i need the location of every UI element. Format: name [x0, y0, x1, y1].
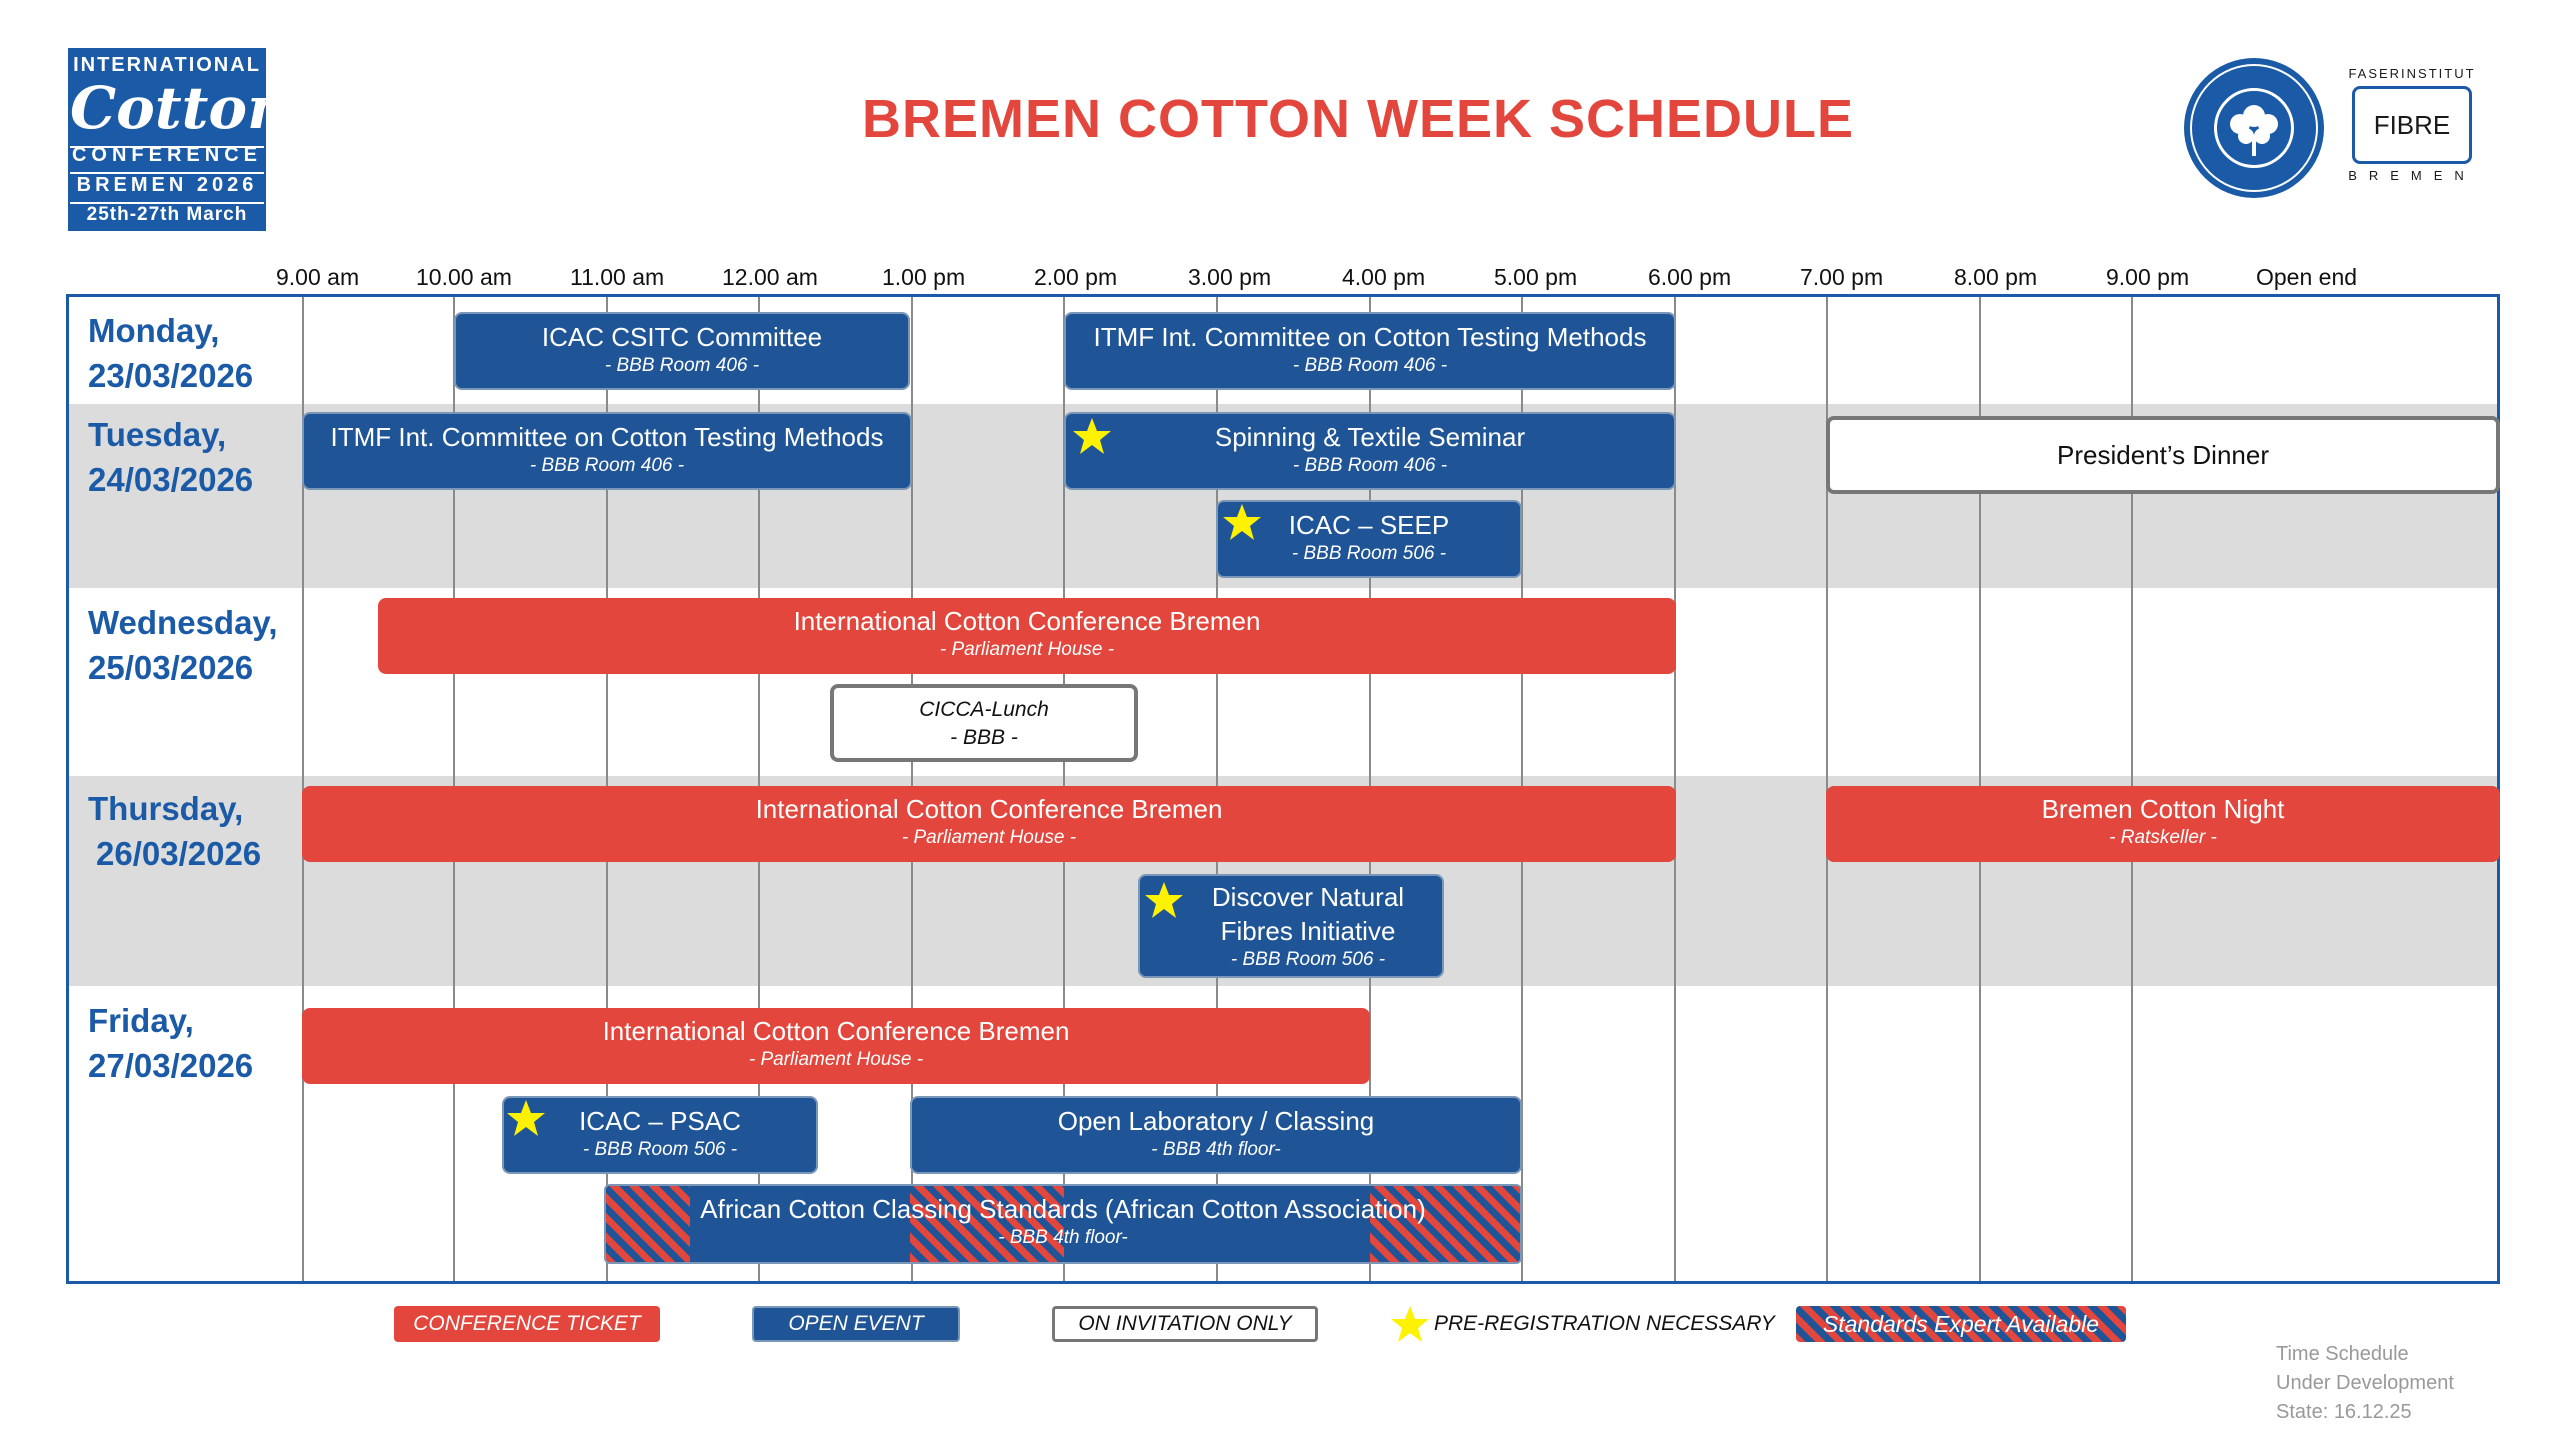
event-icac-csitc-committee[interactable]: ICAC CSITC Committee - BBB Room 406 - [454, 312, 910, 390]
legend-on-invitation-only: ON INVITATION ONLY [1052, 1306, 1318, 1342]
fibre-logo [2346, 66, 2478, 182]
time-header: 11.00 am [570, 264, 665, 290]
logo-line-cotton: Cotton [70, 74, 290, 142]
logo-line-international: INTERNATIONAL [73, 54, 261, 76]
event-open-laboratory-classing[interactable]: Open Laboratory / Classing - BBB 4th floor- [910, 1096, 1522, 1174]
time-header: 9.00 am [276, 264, 360, 290]
status-note: Time Schedule Under Development State: 16.12.25 [2276, 1343, 2454, 1423]
time-header: 9.00 pm [2106, 264, 2190, 290]
event-spinning-textile-seminar[interactable]: Spinning & Textile Seminar - BBB Room 406 - [1064, 412, 1676, 490]
legend-standards-expert: Standards Expert Available [1796, 1306, 2126, 1342]
day-label-wednesday: Wednesday, 25/03/2026 [88, 604, 278, 686]
event-cicca-lunch[interactable]: CICCA-Lunch - BBB - [830, 684, 1138, 762]
legend-pre-registration: PRE-REGISTRATION NECESSARY [1434, 1312, 1775, 1335]
time-header: 4.00 pm [1342, 264, 1426, 290]
time-header: Open end [2256, 264, 2358, 290]
time-header: 2.00 pm [1034, 264, 1118, 290]
day-label-thursday: Thursday, 26/03/2026 [88, 790, 262, 872]
event-icc-bremen-wednesday[interactable]: International Cotton Conference Bremen - Parliament House - [378, 598, 1676, 674]
logo-line-bremen: BREMEN 2026 [76, 174, 258, 196]
pre-registration-star-icon [506, 1098, 546, 1138]
day-label-tuesday: Tuesday, 24/03/2026 [88, 416, 254, 498]
time-header: 10.00 am [416, 264, 512, 290]
day-label-monday: Monday, 23/03/2026 [88, 312, 254, 394]
fibre-logo-top: FASERINSTITUT [2348, 66, 2476, 81]
time-header: 5.00 pm [1494, 264, 1578, 290]
time-header: 1.00 pm [882, 264, 966, 290]
event-icc-bremen-friday[interactable]: International Cotton Conference Bremen - Parliament House - [302, 1008, 1370, 1084]
logo-line-conference: CONFERENCE [71, 144, 262, 166]
legend-open-event: OPEN EVENT [752, 1306, 960, 1342]
event-discover-natural-fibres[interactable]: Discover Natural Fibres Initiative - BBB Room 506 - [1138, 874, 1444, 978]
bremer-baumwollboerse-seal-icon [2184, 58, 2324, 198]
day-label-friday: Friday, 27/03/2026 [88, 1002, 254, 1084]
legend-star-icon [1390, 1304, 1430, 1344]
page-title: BREMEN COTTON WEEK SCHEDULE [861, 89, 1855, 149]
event-presidents-dinner[interactable]: President’s Dinner [1826, 416, 2500, 494]
event-icc-bremen-thursday[interactable]: International Cotton Conference Bremen - Parliament House - [302, 786, 1676, 862]
pre-registration-star-icon [1072, 416, 1112, 456]
time-header: 12.00 am [722, 264, 818, 290]
event-itmf-committee-tuesday[interactable]: ITMF Int. Committee on Cotton Testing Methods - BBB Room 406 - [302, 412, 912, 490]
fibre-logo-main: FIBRE [2352, 86, 2472, 164]
pre-registration-star-icon [1222, 502, 1262, 542]
time-header: 8.00 pm [1954, 264, 2038, 290]
time-header: 6.00 pm [1648, 264, 1732, 290]
event-icac-psac[interactable]: ICAC – PSAC - BBB Room 506 - [502, 1096, 818, 1174]
fibre-logo-bottom: BREMEN [2348, 168, 2476, 183]
time-header: 3.00 pm [1188, 264, 1272, 290]
logo-line-dates: 25th-27th March [86, 204, 248, 225]
legend-conference-ticket: CONFERENCE TICKET [394, 1306, 660, 1342]
time-header: 7.00 pm [1800, 264, 1884, 290]
event-icac-seep[interactable]: ICAC – SEEP - BBB Room 506 - [1216, 500, 1522, 578]
event-african-cotton-classing-standards[interactable]: African Cotton Classing Standards (African Cotton Association) - BBB 4th floor- [604, 1184, 1522, 1264]
event-itmf-committee-monday[interactable]: ITMF Int. Committee on Cotton Testing Methods - BBB Room 406 - [1064, 312, 1676, 390]
event-bremen-cotton-night[interactable]: Bremen Cotton Night - Ratskeller - [1826, 786, 2500, 862]
pre-registration-star-icon [1144, 880, 1184, 920]
